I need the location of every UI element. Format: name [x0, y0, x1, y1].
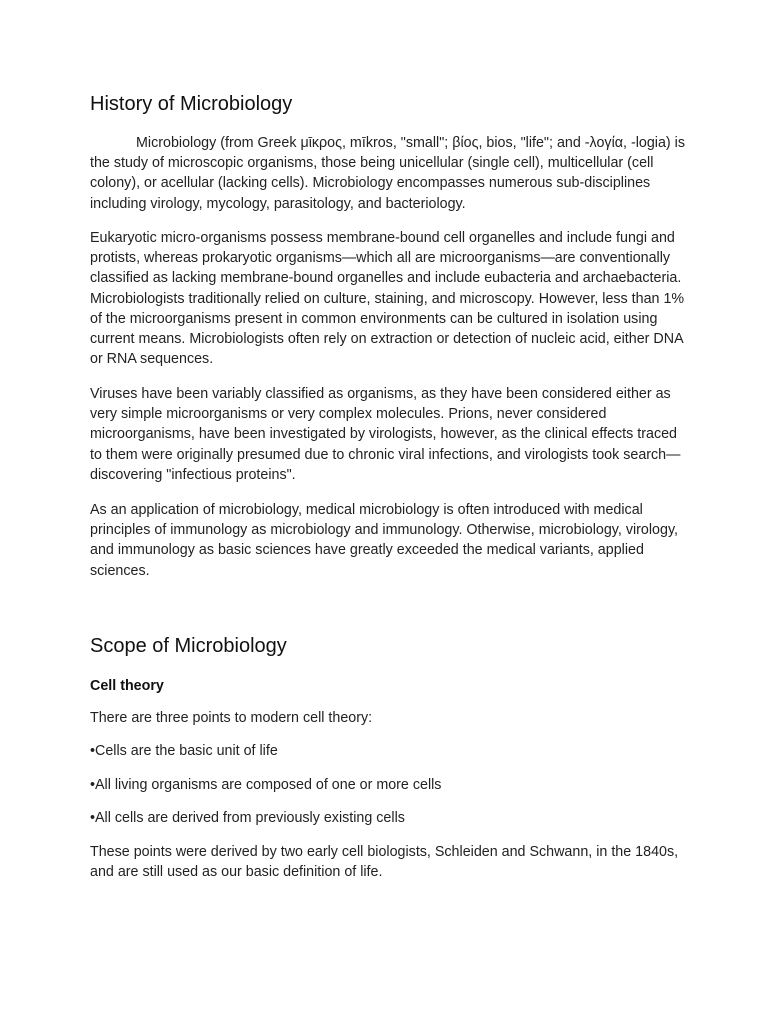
history-paragraph-3: Viruses have been variably classified as organisms, as they have been considered either as very simple microorganisms or very complex molecules. Prions, never considered microorganisms, have been investigated by virologists, however, as the clinical effects traced to them were originally presumed due to chronic viral infections, and virologists took search—discovering "infectious proteins".: [90, 386, 681, 483]
cell-theory-intro: There are three points to modern cell theory:: [90, 710, 373, 726]
history-paragraph-4: As an application of microbiology, medical microbiology is often introduced with medical principles of immunology as microbiology and immunology. Otherwise, microbiology, virology, and immunology as basic sciences have greatly exceeded the medical variants, applied sciences.: [90, 502, 679, 579]
cell-theory-bullet-1: •Cells are the basic unit of life: [90, 743, 278, 759]
cell-theory-subheading: Cell theory: [90, 678, 164, 694]
history-paragraph-2: Eukaryotic micro-organisms possess membrane-bound cell organelles and include fungi and protists, whereas prokaryotic organisms—which all are microorganisms—are conventionally classified as lacking membrane-bound organelles and include eubacteria and archaebacteria. Microbiologists traditionally relied on culture, staining, and microscopy. However, less than 1% of the microorganisms present in common environments can be cultured in isolation using current means. Microbiologists often rely on extraction or detection of nucleic acid, either DNA or RNA sequences.: [90, 230, 685, 368]
section-heading-scope: Scope of Microbiology: [90, 635, 287, 657]
history-paragraph-1: Microbiology (from Greek μῑκρος, mīkros, "small"; βίος, bios, "life"; and -λογία, -logia) is the study of microscopic organisms, those being unicellular (single cell), multicellular (cell colony), or acellular (lacking cells). Microbiology encompasses numerous sub-disciplines including virology, mycology, parasitology, and bacteriology.: [90, 135, 685, 212]
cell-theory-bullet-3: •All cells are derived from previously existing cells: [90, 810, 405, 826]
section-heading-history: History of Microbiology: [90, 93, 293, 115]
cell-theory-conclusion: These points were derived by two early cell biologists, Schleiden and Schwann, in the 1840s, and are still used as our basic definition of life.: [90, 844, 679, 881]
cell-theory-bullet-2: •All living organisms are composed of one or more cells: [90, 777, 442, 793]
